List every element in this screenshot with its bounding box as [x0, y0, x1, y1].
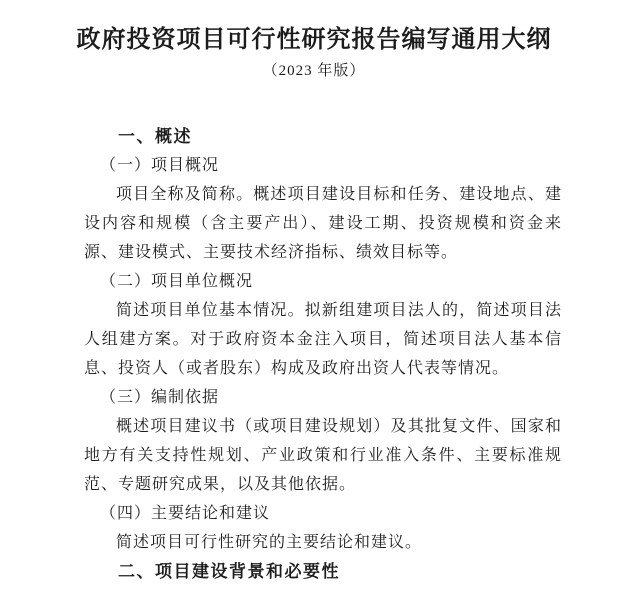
page-subtitle: （2023 年版） — [262, 63, 366, 79]
section-heading-overview: 一、概述 — [118, 127, 192, 146]
subsection-heading-project-unit-overview: （二）项目单位概况 — [100, 273, 254, 290]
document-body — [84, 122, 562, 586]
subsection-heading-compilation-basis: （三）编制依据 — [100, 389, 220, 406]
section-heading-background-necessity: 二、项目建设背景和必要性 — [118, 562, 340, 581]
paragraph-project-overview: 项目全称及简称。概述项目建设目标和任务、建设地点、建设内容和规模（含主要产出）、建设工期、投资规模和资金来源、建设模式、主要技术经济指标、绩效目标等。 — [84, 186, 562, 261]
subsection-heading-main-conclusions: （四）主要结论和建议 — [100, 505, 271, 522]
subsection-heading-project-overview: （一）项目概况 — [100, 157, 220, 174]
page-title: 政府投资项目可行性研究报告编写通用大纲 — [76, 27, 552, 53]
paragraph-compilation-basis: 概述项目建议书（或项目建设规划）及其批复文件、国家和地方有关支持性规划、产业政策和行业准入条件、主要标准规范、专题研究成果，以及其他依据。 — [84, 418, 562, 493]
paragraph-project-unit-overview: 简述项目单位基本情况。拟新组建项目法人的，简述项目法人组建方案。对于政府资本金注入项目，简述项目法人基本信息、投资人（或者股东）构成及政府出资人代表等情况。 — [84, 302, 562, 377]
paragraph-main-conclusions: 简述项目可行性研究的主要结论和建议。 — [116, 534, 423, 551]
